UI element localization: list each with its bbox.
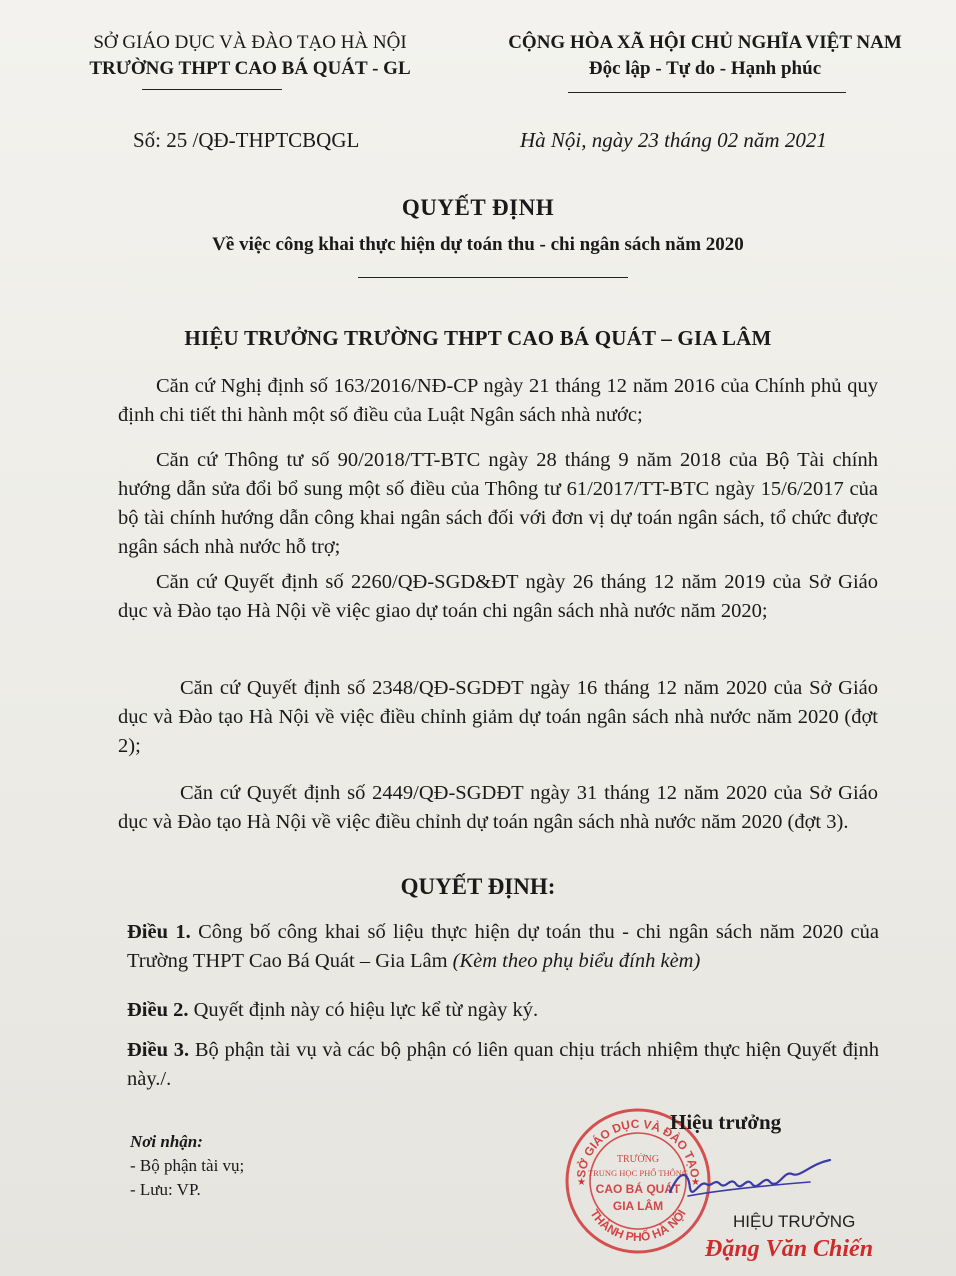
article-text: Bộ phận tài vụ và các bộ phận có liên quan chịu trách nhiệm thực hiện Quyết định này./. xyxy=(127,1039,880,1090)
recipient-item: - Bộ phận tài vụ; xyxy=(130,1156,245,1175)
header-left-rule xyxy=(142,89,282,90)
seal-bottom-text: THÀNH PHỐ HÀ NỘI xyxy=(587,1206,689,1245)
basis-text: Căn cứ Thông tư số 90/2018/TT-BTC ngày 28 tháng 9 năm 2018 của Bộ Tài chính hướng dẫn sửa đổi bổ sung một số điều của Thông tư 61/2017/TT-BTC ngày 15/6/2017 của bộ tài chính hướng dẫn công khai ngân sách đối với đơn vị dự toán ngân sách, tổ chức được ngân sách nhà nước hỗ trợ; xyxy=(118,449,878,558)
basis-paragraph-5 xyxy=(118,779,878,837)
school-name: TRƯỜNG THPT CAO BÁ QUÁT - GL xyxy=(89,58,411,79)
article-note: (Kèm theo phụ biểu đính kèm) xyxy=(452,950,701,972)
recipient-item: - Lưu: VP. xyxy=(130,1180,201,1199)
country-name: CỘNG HÒA XÃ HỘI CHỦ NGHĨA VIỆT NAM xyxy=(508,32,902,53)
article-text: Công bố công khai số liệu thực hiện dự toán thu - chi ngân sách năm 2020 của Trường THPT Cao Bá Quát – Gia Lâm xyxy=(127,921,880,972)
signer-title: Hiệu trưởng xyxy=(670,1110,782,1134)
signer-name: Đặng Văn Chiến xyxy=(705,1236,874,1262)
document-date: Hà Nội, ngày 23 tháng 02 năm 2021 xyxy=(520,128,827,152)
basis-paragraph-1 xyxy=(118,372,878,430)
article-1 xyxy=(127,918,879,976)
recipients-block xyxy=(130,1130,244,1202)
handwritten-signature xyxy=(660,1150,840,1210)
title-rule xyxy=(358,277,628,278)
authority-heading: HIỆU TRƯỞNG TRƯỜNG THPT CAO BÁ QUÁT – GIA LÂM xyxy=(184,326,772,350)
basis-paragraph-4 xyxy=(118,674,878,761)
article-label: Điều 3. xyxy=(127,1039,190,1061)
basis-text: Căn cứ Nghị định số 163/2016/NĐ-CP ngày 21 tháng 12 năm 2016 của Chính phủ quy định chi tiết thi hành một số điều của Luật Ngân sách nhà nước; xyxy=(118,375,878,426)
basis-paragraph-2 xyxy=(118,446,878,562)
seal-line-1: TRƯỜNG xyxy=(616,1154,660,1165)
document-title: QUYẾT ĐỊNH xyxy=(401,195,555,220)
seal-top-text: SỞ GIÁO DỤC VÀ ĐÀO TẠO xyxy=(574,1116,703,1179)
article-label: Điều 1. xyxy=(127,921,191,943)
article-label: Điều 2. xyxy=(127,999,189,1021)
document-number: Số: 25 /QĐ-THPTCBQGL xyxy=(133,128,360,152)
article-3 xyxy=(127,1036,879,1094)
issuer-header xyxy=(60,30,440,82)
seal-line-2: TRUNG HỌC PHỔ THÔNG xyxy=(587,1168,689,1178)
basis-text: Căn cứ Quyết định số 2449/QĐ-SGDĐT ngày 31 tháng 12 năm 2020 của Sở Giáo dục và Đào tạo Hà Nội về việc điều chỉnh dự toán ngân sách nhà nước năm 2020 (đợt 3). xyxy=(118,782,878,833)
basis-text: Căn cứ Quyết định số 2260/QĐ-SGD&ĐT ngày 26 tháng 12 năm 2019 của Sở Giáo dục và Đào tạo Hà Nội về việc giao dự toán chi ngân sách nhà nước năm 2020; xyxy=(118,571,878,622)
article-text: Quyết định này có hiệu lực kể từ ngày ký. xyxy=(193,999,539,1021)
national-header xyxy=(470,30,940,82)
article-2 xyxy=(127,996,879,1025)
seal-line-3: CAO BÁ QUÁT xyxy=(595,1182,681,1196)
signer-role: HIỆU TRƯỞNG xyxy=(733,1212,856,1231)
seal-star-right: ★ xyxy=(691,1177,700,1188)
document-subtitle: Về việc công khai thực hiện dự toán thu - chi ngân sách năm 2020 xyxy=(212,234,744,255)
seal-star-left: ★ xyxy=(577,1177,586,1188)
basis-text: Căn cứ Quyết định số 2348/QĐ-SGDĐT ngày 16 tháng 12 năm 2020 của Sở Giáo dục và Đào tạo Hà Nội về việc điều chỉnh giảm dự toán ngân sách nhà nước năm 2020 (đợt 2); xyxy=(118,677,878,757)
header-right-rule xyxy=(568,92,846,93)
basis-paragraph-3 xyxy=(118,568,878,626)
seal-line-4: GIA LÂM xyxy=(612,1199,664,1213)
ministry-name: SỞ GIÁO DỤC VÀ ĐÀO TẠO HÀ NỘI xyxy=(93,32,407,53)
national-motto: Độc lập - Tự do - Hạnh phúc xyxy=(588,58,822,79)
decision-heading: QUYẾT ĐỊNH: xyxy=(400,874,556,899)
recipients-heading: Nơi nhận: xyxy=(130,1132,203,1151)
